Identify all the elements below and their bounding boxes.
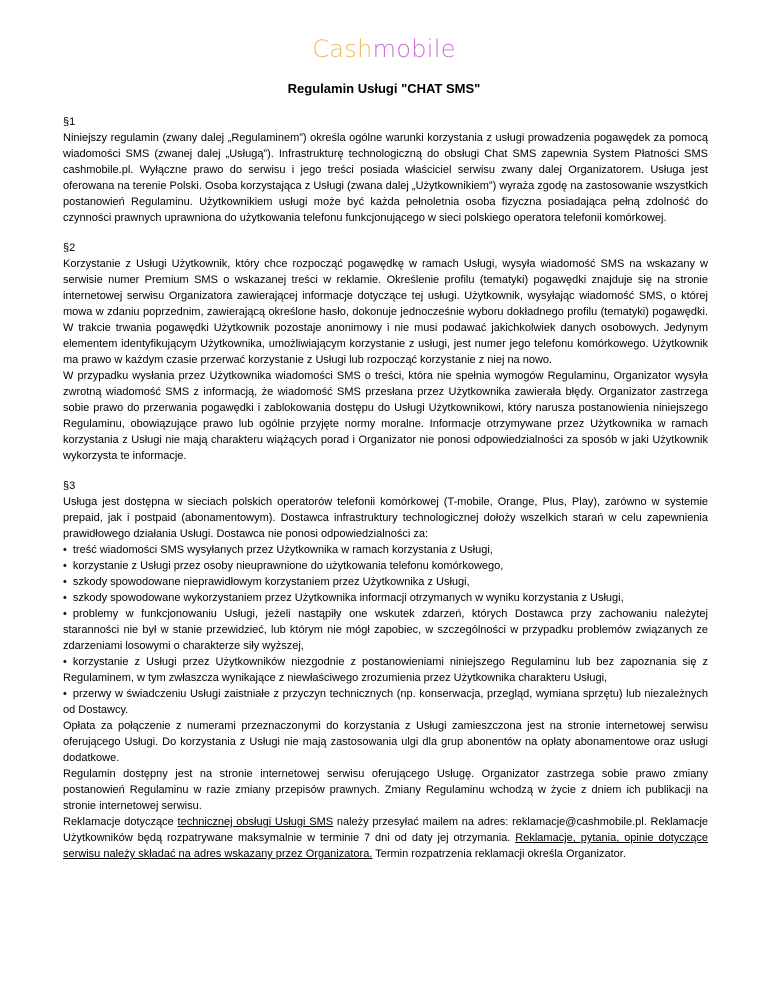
list-item: • korzystanie z Usługi przez Użytkowników niezgodnie z postanowieniami niniejszego Regulaminu lub bez zapoznania się z Regulaminem, w tym zwłaszcza wynikające z niewłaściwego zrozumienia przez Użytkownika charakteru Usługi,	[63, 654, 708, 686]
document-title: Regulamin Usługi "CHAT SMS"	[287, 81, 481, 96]
document-body	[63, 114, 708, 876]
complaints-underlined-text: technicznej obsługi Usługi SMS	[177, 816, 334, 828]
complaints-text: należy przesyłać mailem na adres: reklamacje@cashmobile.pl. Reklamacje Użytkowników będą rozpatrywane maksymalnie w terminie 7 dni od daty jej otrzymania.	[63, 816, 708, 844]
logo-part-mobile: mobile	[372, 35, 456, 63]
section-label: §2	[63, 242, 76, 254]
list-item: • korzystanie z Usługi przez osoby nieuprawnione do użytkowania telefonu komórkowego,	[63, 558, 708, 574]
list-item: • problemy w funkcjonowaniu Usługi, jeżeli nastąpiły one wskutek zdarzeń, których Dostawca przy zachowaniu należytej staranności nie był w stanie przewidzieć, lub którym nie mógł zapobiec, w szczególności w przypadku problemów związanych ze zdarzeniami losowymi o charakterze siły wyższej,	[63, 606, 708, 654]
logo-part-cash: Cash	[312, 35, 373, 63]
section-paragraph: Usługa jest dostępna w sieciach polskich operatorów telefonii komórkowej (T-mobile, Orange, Plus, Play), zarówno w systemie prepaid, jak i postpaid (abonamentowym). Dostawca infrastruktury technologicznej dołoży wszelkich starań w celu zapewnienia prawidłowego działania Usługi. Dostawca nie ponosi odpowiedzialności za:	[63, 496, 708, 540]
complaints-paragraph	[63, 814, 708, 862]
list-item: • szkody spowodowane nieprawidłowym korzystaniem przez Użytkownika z Usługi,	[63, 574, 708, 590]
complaints-text: Reklamacje dotyczące	[63, 816, 178, 828]
section-2	[63, 240, 708, 464]
section-paragraph: W przypadku wysłania przez Użytkownika wiadomości SMS o treści, która nie spełnia wymogów Regulaminu, Organizator wysyła zwrotną wiadomość SMS z informacją, że wiadomość SMS przesłana przez Użytkownika zawierała błędy. Organizator zastrzega sobie prawo do przerwania pogawędki i zablokowania dostępu do Usługi Użytkownikowi, który narusza postanowienia niniejszego Regulaminu, obowiązujące prawo lub ogólnie przyjęte normy moralne. Informacje otrzymywane przez Użytkownika w ramach korzystania z Usługi nie mają charakteru wiążących porad i Organizator nie ponosi odpowiedzialności za sposób w jaki Użytkownik wykorzysta te informacje.	[63, 370, 708, 462]
section-1	[63, 114, 708, 226]
fees-paragraph: Opłata za połączenie z numerami przeznaczonymi do korzystania z Usługi zamieszczona jest na stronie internetowej serwisu oferującego Usługi. Do korzystania z Usługi nie mają zastosowania ulgi dla grup abonentów na opłaty abonamentowe oraz usługi dodatkowe.	[63, 720, 708, 764]
cashmobile-logo	[0, 34, 768, 64]
section-paragraph: Niniejszy regulamin (zwany dalej „Regulaminem”) określa ogólne warunki korzystania z usługi prowadzenia pogawędek za pomocą wiadomości SMS (zwanej dalej „Usługą”). Infrastrukturę technologiczną do obsługi Chat SMS zapewnia System Płatności SMS cashmobile.pl. Wyłączne prawo do serwisu i jego treści posiada właściciel serwisu zwany dalej Organizatorem. Usługa jest oferowana na terenie Polski. Osoba korzystająca z Usługi (zwana dalej „Użytkownikiem”) wyraża zgodę na zastosowanie wszystkich postanowień Regulaminu. Użytkownikiem usługi może być każda pełnoletnia osoba fizyczna posiadająca pełną zdolność do czynności prawnych uprawniona do użytkowania telefonu funkcjonującego w sieci polskiego operatora telefonii komórkowej.	[63, 132, 708, 224]
section-3	[63, 478, 708, 862]
liability-list	[63, 542, 708, 718]
list-item: • szkody spowodowane wykorzystaniem przez Użytkownika informacji otrzymanych w wyniku korzystania z Usługi,	[63, 590, 708, 606]
complaints-text: Termin rozpatrzenia reklamacji określa Organizator.	[372, 848, 626, 860]
availability-paragraph: Regulamin dostępny jest na stronie internetowej serwisu oferującego Usługę. Organizator zastrzega sobie prawo zmiany postanowień Regulaminu w razie zmiany przepisów prawnych. Zmiany Regulaminu wchodzą w życie z dniem ich publikacji na stronie internetowej serwisu.	[63, 768, 708, 812]
section-label: §3	[63, 480, 76, 492]
section-paragraph: Korzystanie z Usługi Użytkownik, który chce rozpocząć pogawędkę w ramach Usługi, wysyła wiadomość SMS na wskazany w serwisie numer Premium SMS o wskazanej treści w reklamie. Określenie profilu (tematyki) pogawędki znajduje się na stronie internetowej serwisu Organizatora zawierającej informacje dotyczące tej usługi. Użytkownik, wysyłając wiadomość SMS, o której mowa w zdaniu poprzednim, zawierającą określone hasło, dokonuje jednocześnie wyboru dokładnego profilu (tematyki) pogawędki. W trakcie trwania pogawędki Użytkownik pozostaje anonimowy i nie musi podawać jakichkolwiek danych osobowych. Jedynym elementem identyfikującym Użytkownika, umożliwiającym korzystanie z usługi, jest numer jego telefonu komórkowego. Użytkownik ma prawo w każdym czasie przerwać korzystanie z Usługi lub rozpocząć korzystanie z niej na nowo.	[63, 258, 708, 366]
list-item: • treść wiadomości SMS wysyłanych przez Użytkownika w ramach korzystania z Usługi,	[63, 542, 708, 558]
list-item: • przerwy w świadczeniu Usługi zaistniałe z przyczyn technicznych (np. konserwacja, przegląd, wymiana sprzętu) lub niezależnych od Dostawcy.	[63, 686, 708, 718]
section-label: §1	[63, 116, 76, 128]
complaints-underlined-text: Reklamacje, pytania, opinie dotyczące serwisu należy składać na adres wskazany przez Organizatora.	[63, 832, 709, 860]
